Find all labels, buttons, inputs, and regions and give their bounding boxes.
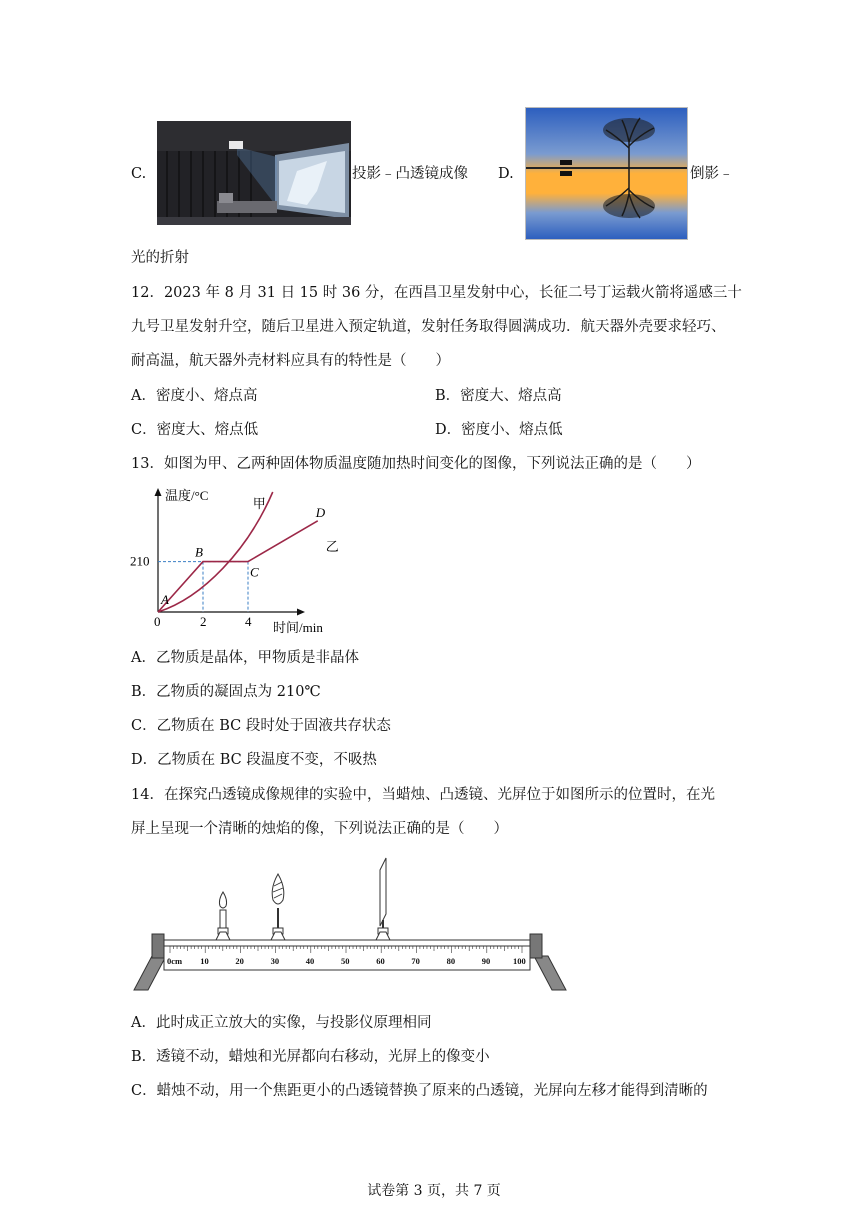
- q14-stem-line2: 屏上呈现一个清晰的烛焰的像，下列说法正确的是（ ）: [131, 821, 508, 837]
- q12-option-c: C．密度大、熔点低: [131, 422, 259, 438]
- q12-stem-line1: 12．2023 年 8 月 31 日 15 时 36 分，在西昌卫星发射中心，长征二号丁运载火箭将遥感三十: [131, 285, 742, 301]
- q14-stem-line1: 14．在探究凸透镜成像规律的实验中，当蜡烛、凸透镜、光屏位于如图所示的位置时，在光: [131, 787, 715, 803]
- series-yi-line: [158, 521, 318, 612]
- q14-option-c: C．蜡烛不动，用一个焦距更小的凸透镜替换了原来的凸透镜，光屏向左移才能得到清晰的: [131, 1083, 708, 1099]
- q14-option-b: B．透镜不动，蜡烛和光屏都向右移动，光屏上的像变小: [131, 1049, 490, 1065]
- option-d-label: D.: [498, 166, 514, 182]
- q13-option-c: C．乙物质在 BC 段时处于固液共存状态: [131, 718, 391, 734]
- point-label-d: D: [315, 504, 326, 520]
- series-label-yi: 乙: [325, 538, 339, 554]
- bench-left-block: [152, 934, 164, 958]
- candle: [216, 892, 230, 940]
- reflection-photo: [525, 107, 688, 240]
- q13-stem: 13．如图为甲、乙两种固体物质温度随加热时间变化的图像，下列说法正确的是（ ）: [131, 456, 701, 472]
- q12-stem-line3: 耐高温，航天器外壳材料应具有的特性是（ ）: [131, 353, 450, 369]
- q14-option-a: A．此时成正立放大的实像，与投影仪原理相同: [131, 1015, 432, 1031]
- q13-option-b: B．乙物质的凝固点为 210℃: [131, 684, 321, 700]
- q12-option-a: A．密度小、熔点高: [131, 388, 258, 404]
- y-axis-label: 温度/°C: [165, 488, 209, 503]
- point-label-b: B: [195, 544, 203, 560]
- ruler-label: 70: [411, 956, 420, 966]
- series-label-jia: 甲: [252, 496, 266, 511]
- q13-option-d: D．乙物质在 BC 段温度不变，不吸热: [131, 752, 377, 768]
- option-c-text: 投影﹣凸透镜成像: [352, 166, 468, 182]
- temperature-time-chart: [125, 484, 345, 640]
- projector-photo: [157, 121, 351, 225]
- ruler-label: 50: [341, 956, 350, 966]
- ruler-label: 60: [376, 956, 385, 966]
- x-tick-label: 4: [245, 614, 252, 629]
- page-footer: 试卷第 3 页，共 7 页: [367, 1183, 501, 1199]
- bench-rail-top: [164, 940, 530, 946]
- q12-stem-line2: 九号卫星发射升空，随后卫星进入预定轨道，发射任务取得圆满成功．航天器外壳要求轻巧、: [131, 319, 726, 335]
- ruler-label: 30: [270, 956, 280, 966]
- ruler-label: 10: [200, 956, 209, 966]
- ruler-label: 80: [446, 956, 456, 966]
- light-screen: [376, 858, 390, 940]
- option-c-label: C.: [131, 166, 147, 182]
- ruler-label: 0cm: [167, 956, 183, 966]
- bench-left-leg: [134, 956, 166, 990]
- flame-object: [271, 874, 285, 940]
- optical-bench-diagram: [130, 852, 570, 996]
- x-axis-label: 时间/min: [273, 620, 323, 635]
- ruler-label: 90: [481, 956, 491, 966]
- point-label-a: A: [161, 592, 169, 607]
- ruler-label: 20: [235, 956, 244, 966]
- q13-option-a: A．乙物质是晶体，甲物质是非晶体: [131, 650, 359, 666]
- bench-right-leg: [534, 956, 566, 990]
- point-label-c: C: [250, 564, 259, 580]
- ruler-label: 40: [305, 956, 315, 966]
- q12-option-d: D．密度小、熔点低: [435, 422, 563, 438]
- bench-right-block: [530, 934, 542, 958]
- x-tick-label: 0: [154, 614, 161, 629]
- y-tick-label: 210: [130, 553, 150, 569]
- ruler-label: 100: [513, 956, 526, 966]
- q12-option-b: B．密度大、熔点高: [435, 388, 562, 404]
- option-d-text-wrap: 光的折射: [131, 250, 189, 266]
- y-axis-arrow: [155, 488, 162, 496]
- x-tick-label: 2: [200, 614, 207, 629]
- x-axis-arrow: [297, 609, 305, 616]
- option-d-text: 倒影﹣: [690, 166, 734, 182]
